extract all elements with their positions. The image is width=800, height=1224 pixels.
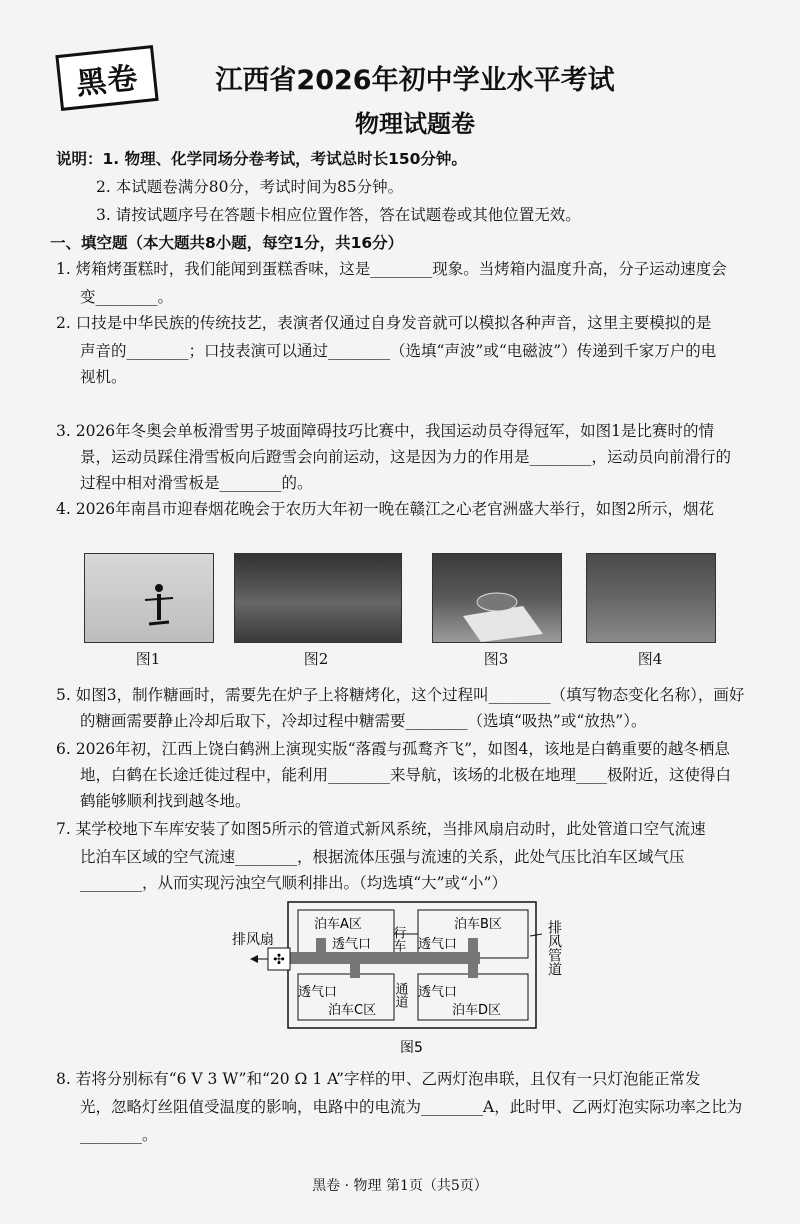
zone-c-label: 泊车C区 <box>328 1003 377 1018</box>
sugar-painting-figure <box>433 554 561 642</box>
question-line: 6. 2026年初，江西上饶白鹤洲上演现实版“落霞与孤鹜齐飞”，如图4，该地是白鹤重要的越冬栖息 <box>56 740 730 758</box>
figure-5-caption: 图5 <box>400 1040 423 1056</box>
instructions-line-3: 3. 请按试题序号在答题卡相应位置作答，答在试题卷或其他位置无效。 <box>96 206 581 224</box>
question-line: ________，从而实现污浊空气顺利排出。（均选填“大”或“小”） <box>80 874 507 892</box>
instructions-line-1: 说明：1. 物理、化学同场分卷考试，考试总时长150分钟。 <box>56 150 467 168</box>
instructions-line-2: 2. 本试题卷满分80分，考试时间为85分钟。 <box>96 178 404 196</box>
question-line: 8. 若将分别标有“6 V 3 W”和“20 Ω 1 A”字样的甲、乙两灯泡串联，且仅有一只灯泡能正常发 <box>56 1070 701 1088</box>
zone-b-label: 泊车B区 <box>454 917 502 932</box>
zone-a-label: 泊车A区 <box>314 917 362 932</box>
figure-4-photo <box>586 553 716 643</box>
question-line: 鹤能够顺利找到越冬地。 <box>80 792 251 810</box>
figure-1-photo <box>84 553 214 643</box>
svg-text:✣: ✣ <box>273 952 285 968</box>
question-line: 声音的________；口技表演可以通过________（选填“声波”或“电磁波”）传递到千家万户的电 <box>80 342 717 360</box>
exam-title: 江西省2026年初中学业水平考试 <box>215 65 615 96</box>
question-line: 3. 2026年冬奥会单板滑雪男子坡面障碍技巧比赛中，我国运动员夺得冠军，如图1是比赛时的情 <box>56 422 715 440</box>
figure-3-photo <box>432 553 562 643</box>
question-line: 地，白鹤在长途迁徙过程中，能利用________来导航，该场的北极在地理____极附近，这使得白 <box>80 766 732 784</box>
question-line: 5. 如图3，制作糖画时，需要先在炉子上将糖烤化，这个过程叫________（填写物态变化名称），画好 <box>56 686 745 704</box>
vent-label: 透气口 <box>298 985 338 1000</box>
figure-caption: 图2 <box>303 650 329 668</box>
question-line: 视机。 <box>80 368 127 386</box>
skier-figure <box>85 554 213 642</box>
question-line: 变________。 <box>80 288 174 306</box>
vent-label: 透气口 <box>332 937 372 952</box>
zone-d-label: 泊车D区 <box>452 1003 502 1018</box>
figure-caption: 图1 <box>135 650 161 668</box>
exhaust-duct <box>284 952 480 964</box>
question-line: 光，忽略灯丝阻值受温度的影响，电路中的电流为________A，此时甲、乙两灯泡实际功率之比为 <box>80 1098 743 1116</box>
section-heading: 一、填空题（本大题共8小题，每空1分，共16分） <box>50 234 404 252</box>
figure-caption: 图4 <box>637 650 663 668</box>
question-line: ________。 <box>80 1126 158 1144</box>
fan-label: 排风扇 <box>232 932 274 948</box>
question-line: 过程中相对滑雪板是________的。 <box>80 474 313 492</box>
vent-label: 透气口 <box>418 937 458 952</box>
question-line: 景，运动员踩住滑雪板向后蹬雪会向前运动，这是因为力的作用是________，运动员向前滑行的 <box>80 448 732 466</box>
question-line: 比泊车区域的空气流速________，根据流体压强与流速的关系，此处气压比泊车区域气压 <box>80 848 685 866</box>
question-line: 2. 口技是中华民族的传统技艺，表演者仅通过自身发音就可以模拟各种声音，这里主要模拟的是 <box>56 314 712 332</box>
ventilation-diagram <box>220 896 600 1060</box>
vent-label: 透气口 <box>418 985 458 1000</box>
question-line: 7. 某学校地下车库安装了如图5所示的管道式新风系统，当排风扇启动时，此处管道口空气流速 <box>56 820 706 838</box>
duct-label: 排风管道 <box>546 920 562 976</box>
figure-2-photo <box>234 553 402 643</box>
page-footer: 黑卷 · 物理 第1页（共5页） <box>312 1178 488 1194</box>
figure-caption: 图3 <box>483 650 509 668</box>
question-line: 的糖画需要静止冷却后取下，冷却过程中糖需要________（选填“吸热”或“放热”）。 <box>80 712 647 730</box>
question-line: 1. 烤箱烤蛋糕时，我们能闻到蛋糕香味，这是________现象。当烤箱内温度升高，分子运动速度会 <box>56 260 727 278</box>
question-line: 4. 2026年南昌市迎春烟花晚会于农历大年初一晚在赣江之心老官洲盛大举行，如图2所示，烟花 <box>56 500 715 518</box>
lane-label-bottom: 通道 <box>392 982 408 1008</box>
exam-badge: 黑卷 <box>55 45 158 111</box>
exam-subtitle: 物理试题卷 <box>355 110 475 138</box>
lane-label-top: 行车 <box>390 926 406 952</box>
